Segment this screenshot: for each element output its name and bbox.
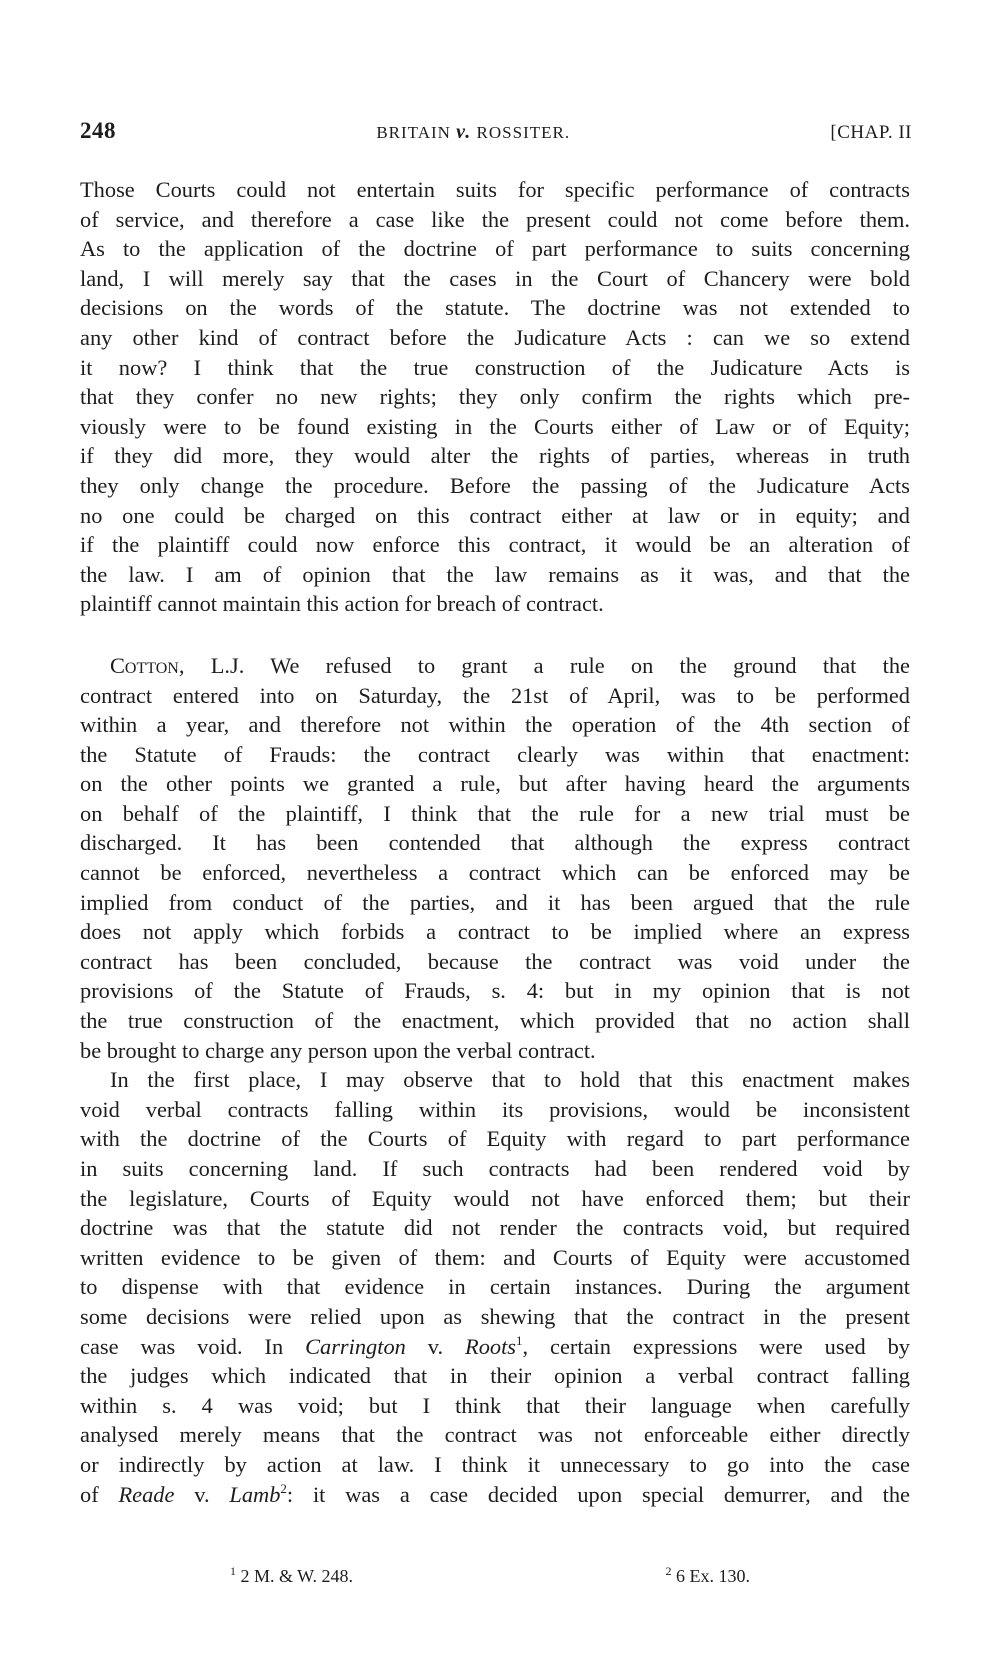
text-span: : it was a case decided upon special demurrer, and the — [286, 1481, 910, 1507]
text-line: the law. I am of opinion that the law remains as it was, and that the — [80, 561, 910, 587]
text-line: analysed merely means that the contract was not enforceable either directly — [80, 1422, 910, 1448]
text-line — [80, 1332, 910, 1362]
text-line: written evidence to be given of them: and Courts of Equity were accustomed — [80, 1244, 910, 1270]
case-name: Reade — [118, 1481, 175, 1507]
footnote-text: 2 M. & W. 248. — [236, 1566, 354, 1586]
text-line: on behalf of the plaintiff, I think that the rule for a new trial must be — [80, 800, 910, 826]
text-span: , certain expressions were used by — [522, 1333, 911, 1359]
text-line: decisions on the words of the statute. The doctrine was not extended to — [80, 295, 910, 321]
text-line: contract has been concluded, because the contract was void under the — [80, 948, 910, 974]
text-line: some decisions were relied upon as shewing that the contract in the present — [80, 1303, 910, 1329]
text-line: As to the application of the doctrine of part performance to suits concerning — [80, 236, 910, 262]
text-line: of service, and therefore a case like the present could not come before them. — [80, 206, 910, 232]
text-line: no one could be charged on this contract either at law or in equity; and — [80, 502, 910, 528]
text-line — [80, 651, 910, 681]
text-line: the Statute of Frauds: the contract clearly was within that enactment: — [80, 741, 910, 767]
case-name: Roots — [465, 1333, 517, 1359]
text-line: to dispense with that evidence in certain instances. During the argument — [80, 1274, 910, 1300]
text-span: , L.J. We refused to grant a rule on the ground that the — [178, 652, 910, 678]
page-number: 248 — [80, 118, 116, 143]
text-line: does not apply which forbids a contract to be implied where an express — [80, 919, 910, 945]
text-line: the judges which indicated that in their opinion a verbal contract falling — [80, 1363, 910, 1389]
text-line — [80, 1480, 910, 1510]
body-text — [80, 175, 910, 1509]
text-line: they only change the procedure. Before the passing of the Judicature Acts — [80, 472, 910, 498]
text-line: cannot be enforced, nevertheless a contract which can be enforced may be — [80, 860, 910, 886]
paragraph-3 — [80, 1065, 910, 1509]
footnote-2 — [666, 1566, 751, 1587]
text-line: it now? I think that the true construction of the Judicature Acts is — [80, 354, 910, 380]
footnote-mark: 1 — [230, 1564, 236, 1578]
running-title-left: BRITAIN — [376, 123, 457, 142]
text-line: the true construction of the enactment, which provided that no action shall — [80, 1008, 910, 1034]
text-line: the legislature, Courts of Equity would not have enforced them; but their — [80, 1185, 910, 1211]
text-line: on the other points we granted a rule, but after having heard the arguments — [80, 771, 910, 797]
text-span: v. — [405, 1333, 466, 1359]
paragraph-2 — [80, 651, 910, 1065]
text-line: within a year, and therefore not within the operation of the 4th section of — [80, 712, 910, 738]
text-line: land, I will merely say that the cases in the Court of Chancery were bold — [80, 265, 910, 291]
text-line: if they did more, they would alter the rights of parties, whereas in truth — [80, 443, 910, 469]
text-span: v. — [174, 1481, 230, 1507]
text-line: with the doctrine of the Courts of Equity with regard to part performance — [80, 1126, 910, 1152]
text-line: Those Courts could not entertain suits for specific performance of contracts — [80, 177, 910, 202]
text-line: in suits concerning land. If such contracts had been rendered void by — [80, 1156, 910, 1181]
footnote-mark: 2 — [665, 1564, 672, 1578]
judge-name: Cotton — [110, 652, 179, 678]
text-line: doctrine was that the statute did not render the contracts void, but required — [80, 1215, 910, 1241]
running-title — [376, 121, 570, 144]
text-line: discharged. It has been contended that although the express contract — [80, 830, 910, 856]
paragraph-gap — [80, 619, 910, 651]
paragraph-1 — [80, 175, 910, 619]
text-line: within s. 4 was void; but I think that their language when carefully — [80, 1392, 910, 1418]
case-name: Lamb — [229, 1481, 281, 1507]
text-line: implied from conduct of the parties, and it has been argued that the rule — [80, 889, 910, 915]
text-line: void verbal contracts falling within its provisions, would be inconsistent — [80, 1096, 910, 1122]
text-line: or indirectly by action at law. I think it unnecessary to go into the case — [80, 1451, 910, 1477]
running-title-right: ROSSITER. — [471, 123, 571, 142]
chapter-mark: [CHAP. II — [830, 122, 912, 143]
text-span: case was void. In — [80, 1333, 306, 1359]
text-line: be brought to charge any person upon the verbal contract. — [80, 1037, 596, 1063]
text-line: any other kind of contract before the Judicature Acts : can we so extend — [80, 324, 910, 350]
text-line: contract entered into on Saturday, the 21st of April, was to be performed — [80, 682, 910, 708]
text-line: plaintiff cannot maintain this action for breach of contract. — [80, 591, 604, 617]
footnote-1 — [230, 1566, 353, 1587]
text-span: of — [80, 1481, 119, 1507]
footnote-text: 6 Ex. 130. — [671, 1566, 750, 1586]
case-name: Carrington — [305, 1333, 406, 1359]
footnote-ref: 2 — [280, 1480, 287, 1496]
footnote-ref: 1 — [516, 1332, 523, 1348]
text-line: viously were to be found existing in the Courts either of Law or of Equity; — [80, 413, 910, 439]
running-head — [80, 118, 912, 152]
text-line: In the first place, I may observe that to hold that this enactment makes — [110, 1067, 910, 1093]
running-title-v: v. — [456, 121, 472, 143]
text-line: provisions of the Statute of Frauds, s. 4: but in my opinion that is not — [80, 978, 910, 1004]
footnotes — [230, 1566, 750, 1587]
text-line: if the plaintiff could now enforce this contract, it would be an alteration of — [80, 532, 910, 558]
text-line: that they confer no new rights; they only confirm the rights which pre- — [80, 384, 910, 410]
